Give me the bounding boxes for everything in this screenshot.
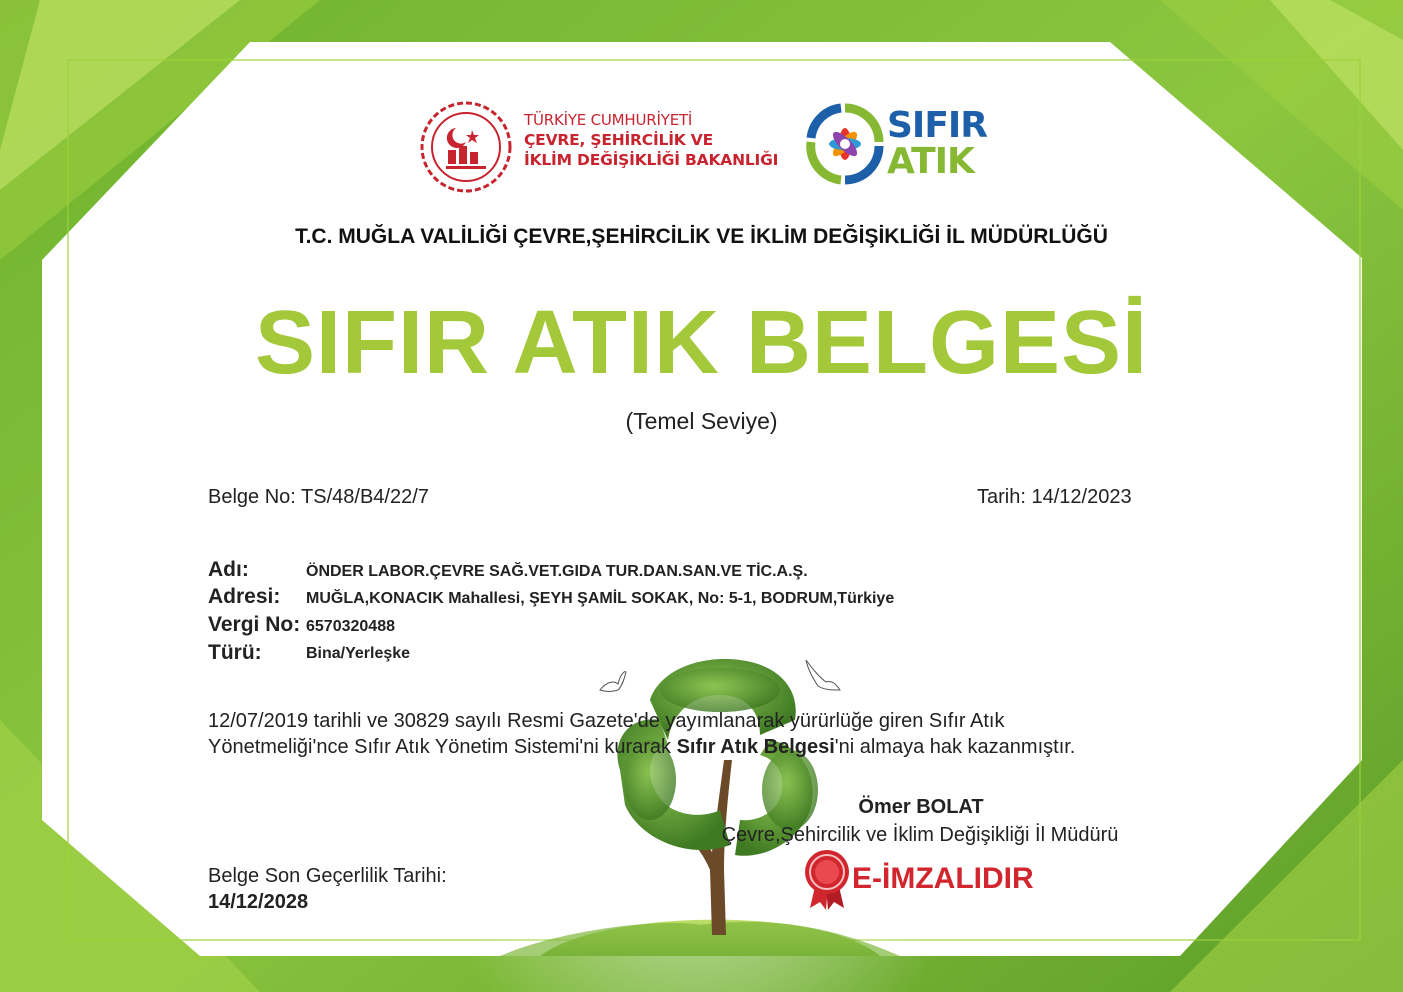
- holder-name-value: ÖNDER LABOR.ÇEVRE SAĞ.VET.GIDA TUR.DAN.SAN.VE TİC.A.Ş.: [306, 563, 808, 580]
- ministry-name: [524, 110, 778, 170]
- certificate-level: (Temel Seviye): [625, 408, 778, 434]
- signer-name: Ömer BOLAT: [858, 796, 984, 818]
- holder-address-value: MUĞLA,KONACIK Mahallesi, ŞEYH ŞAMİL SOKAK, No: 5-1, BODRUM,Türkiye: [306, 590, 895, 607]
- e-signature-seal-icon: [802, 848, 852, 910]
- certificate-date: Tarih: 14/12/2023: [977, 486, 1132, 508]
- ministry-line-2: ÇEVRE, ŞEHİRCİLİK VE: [524, 131, 713, 149]
- zero-waste-emblem-icon: [804, 102, 886, 186]
- statement-paragraph: [208, 708, 1168, 760]
- signer-title: Çevre,Şehircilik ve İklim Değişikliği İl Müdürü: [721, 824, 1119, 846]
- holder-tax-label: Vergi No:: [208, 613, 301, 636]
- statement-line-1: 12/07/2019 tarihli ve 30829 sayılı Resmi Gazete'de yayımlanarak yürürlüğe giren Sıfır Atık: [208, 710, 1005, 732]
- certificate-number: Belge No: TS/48/B4/22/7: [208, 486, 429, 508]
- directorate-heading: T.C. MUĞLA VALİLİĞİ ÇEVRE,ŞEHİRCİLİK VE İKLİM DEĞİŞİKLİĞİ İL MÜDÜRLÜĞÜ: [295, 225, 1108, 248]
- ministry-line-3: İKLİM DEĞİŞİKLİĞİ BAKANLIĞI: [524, 151, 779, 169]
- zero-waste-logo-line-2: ATIK: [887, 141, 974, 182]
- holder-type-label: Türü:: [208, 641, 262, 664]
- statement-line-2-start: Yönetmeliği'nce Sıfır Atık Yönetim Sistemi'ni kurarak: [208, 736, 677, 758]
- e-signed-label: E-İMZALIDIR: [852, 862, 1034, 895]
- statement-line-2-end: 'ni almaya hak kazanmıştır.: [834, 736, 1076, 758]
- holder-name-label: Adı:: [208, 558, 249, 581]
- holder-type-value: Bina/Yerleşke: [306, 645, 411, 662]
- validity-label: Belge Son Geçerlilik Tarihi:: [208, 865, 447, 887]
- validity-date: 14/12/2028: [208, 891, 309, 913]
- statement-line-2-bold: Sıfır Atık Belgesi: [676, 736, 835, 758]
- zero-waste-logo-text: [887, 105, 988, 182]
- ministry-line-1: TÜRKİYE CUMHURİYETİ: [524, 111, 693, 129]
- ministry-emblem-icon: [416, 98, 516, 196]
- zero-waste-logo-line-1: SIFIR: [887, 105, 988, 146]
- holder-tax-value: 6570320488: [306, 618, 395, 635]
- holder-address-label: Adresi:: [208, 585, 281, 608]
- certificate-title: SIFIR ATIK BELGESİ: [254, 293, 1149, 393]
